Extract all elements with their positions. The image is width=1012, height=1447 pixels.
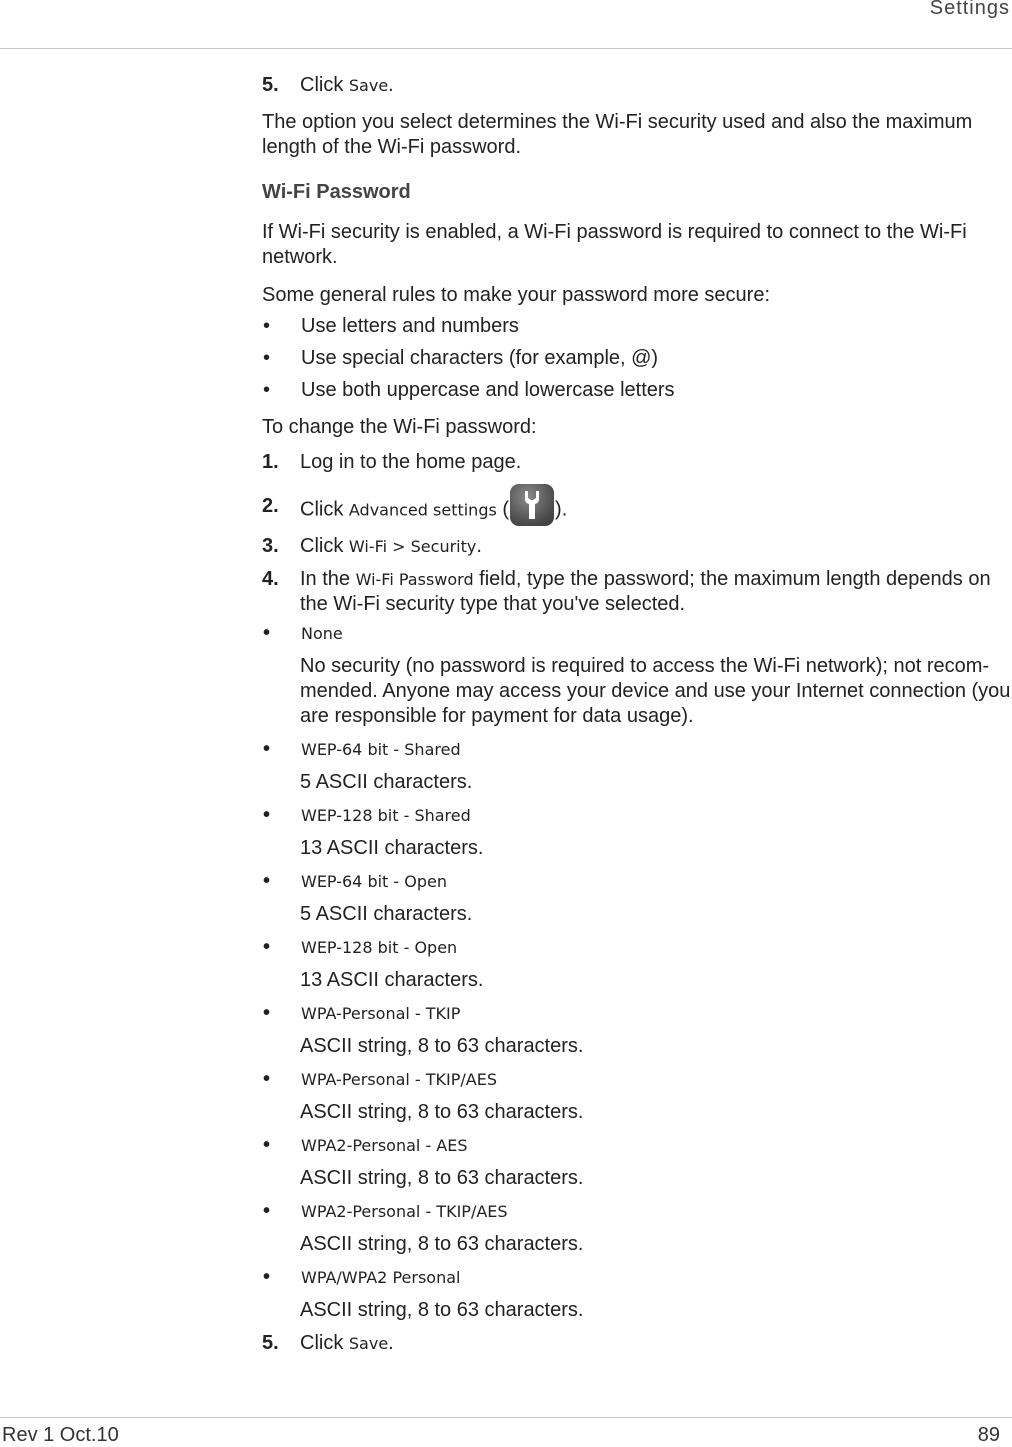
security-type-description: ASCII string, 8 to 63 characters. [300,1101,584,1123]
step-5: 5. Click Save. [262,1332,394,1354]
ui-label-advanced-settings: Advanced settings [348,500,497,520]
security-type-item: • WEP-128 bit - Open [263,936,458,958]
security-type-description: 13 ASCII characters. [300,969,484,991]
security-type-item: • WPA/WPA2 Personal [263,1266,461,1288]
page-number: 89 [977,1424,1000,1446]
list-item: • Use letters and numbers [263,315,519,337]
security-type-item: • WEP-128 bit - Shared [263,804,471,826]
document-body [262,73,1012,1356]
step-2: 2. Click Advanced settings ( ). [262,494,1012,526]
paragraph-general-rules: Some general rules to make your password more secure: [262,284,771,306]
wrench-icon [510,484,554,526]
security-type-description: ASCII string, 8 to 63 characters. [300,1167,584,1189]
security-type-description: 5 ASCII characters. [300,771,473,793]
footer-rule [0,1417,1012,1418]
step-3: 3. Click Wi-Fi > Security. [262,535,482,557]
security-type-description: ASCII string, 8 to 63 characters. [300,1035,584,1057]
ui-label-wifi-password: Wi-Fi Password [355,570,474,589]
step-4: 4. In the Wi-Fi Password field, type the password; the maximum length depends on the Wi-Fi security type that you've selected. [262,568,991,615]
ui-label-save: Save [348,76,389,95]
step-1: 1. Log in to the home page. [262,451,522,473]
ui-label-save: Save [348,1334,389,1353]
security-type-item: • WPA2-Personal - AES [263,1134,468,1156]
list-item: • Use special characters (for example, @) [263,347,659,369]
security-type-description: ASCII string, 8 to 63 characters. [300,1299,584,1321]
header-rule [0,48,1012,49]
rules-list [262,314,1012,403]
paragraph-change-password: To change the Wi-Fi password: [262,416,537,438]
security-type-list [262,621,1012,1323]
security-type-item: • WEP-64 bit - Shared [263,738,461,760]
security-type-description: 13 ASCII characters. [300,837,484,859]
ui-label-wifi-security: Wi-Fi > Security [348,537,477,556]
security-type-item: • WPA-Personal - TKIP [263,1002,461,1024]
section-heading: Wi-Fi Password [262,181,411,203]
security-type-item: • WPA-Personal - TKIP/AES [263,1068,498,1090]
security-type-item: • None [263,622,343,644]
step-5-top: 5. Click Save. [262,74,394,96]
paragraph-security-enabled: If Wi-Fi security is enabled, a Wi-Fi password is required to connect to the Wi-Fi network. [262,221,967,268]
step-number: 5. [262,74,279,96]
footer-revision: Rev 1 Oct.10 [2,1424,119,1446]
list-item: • Use both uppercase and lowercase letters [263,379,675,401]
security-type-item: • WPA2-Personal - TKIP/AES [263,1200,508,1222]
security-type-item: • WEP-64 bit - Open [263,870,447,892]
page-header-title: Settings [929,0,1010,19]
security-type-description: 5 ASCII characters. [300,903,473,925]
security-type-description: ASCII string, 8 to 63 characters. [300,1233,584,1255]
intro-paragraph: The option you select determines the Wi-Fi security used and also the maximum length of the Wi-Fi password. [262,111,973,158]
security-type-description: No security (no password is required to access the Wi-Fi network); not recom-mended. Anyone may access your device and use your Internet connection (you are responsible for payment for data usage). [300,655,1011,727]
